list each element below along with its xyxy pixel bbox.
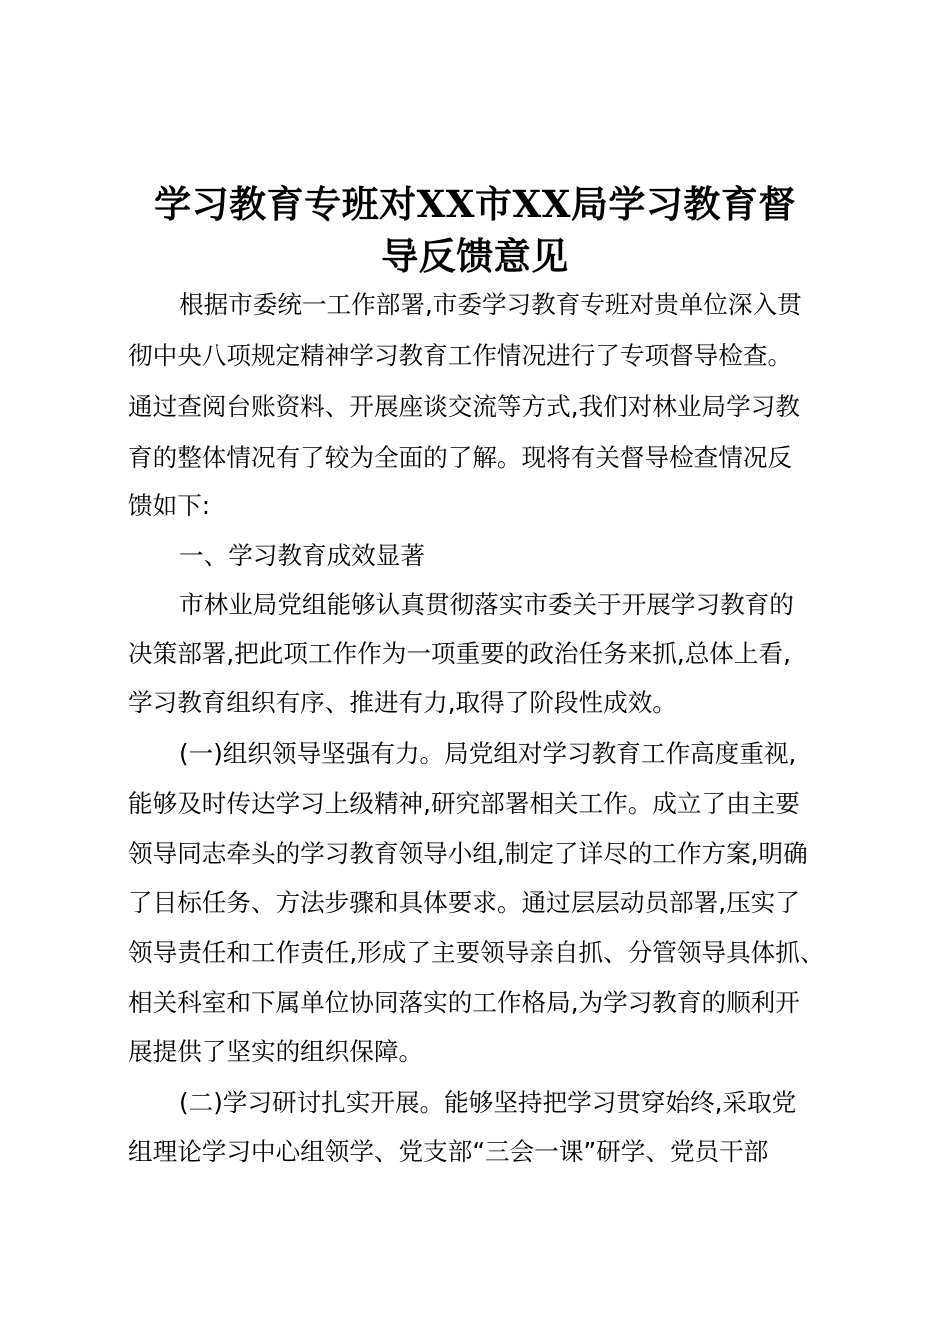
subsection-paragraph-line: (一)组织领导坚强有力。局党组对学习教育工作高度重视, — [179, 739, 797, 768]
section-paragraph-line: 学习教育组织有序、推进有力,取得了阶段性成效。 — [128, 688, 677, 717]
section-paragraph-line: 决策部署,把此项工作作为一项重要的政治任务来抓,总体上看, — [128, 639, 791, 668]
subsection-paragraph-line: 展提供了坚实的组织保障。 — [128, 1037, 424, 1066]
section-heading: 一、学习教育成效显著 — [179, 541, 425, 570]
section-paragraph-line: 市林业局党组能够认真贯彻落实市委关于开展学习教育的 — [179, 590, 794, 619]
intro-paragraph-line: 通过查阅台账资料、开展座谈交流等方式,我们对林业局学习教 — [128, 392, 800, 421]
subsection-paragraph-line: 组理论学习中心组领学、党支部“三会一课”研学、党员干部 — [128, 1137, 769, 1166]
intro-paragraph-line: 育的整体情况有了较为全面的了解。现将有关督导检查情况反 — [128, 443, 793, 472]
intro-paragraph-line: 根据市委统一工作部署,市委学习教育专班对贵单位深入贯 — [179, 290, 802, 319]
document-title-line-1: 学习教育专班对XX市XX局学习教育督 — [154, 182, 796, 226]
subsection-paragraph-line: 领导同志牵头的学习教育领导小组,制定了详尽的工作方案,明确 — [128, 839, 808, 868]
subsection-paragraph-line: (二)学习研讨扎实开展。能够坚持把学习贯穿始终,采取党 — [179, 1088, 797, 1117]
subsection-paragraph-line: 了目标任务、方法步骤和具体要求。通过层层动员部署,压实了 — [128, 888, 800, 917]
subsection-paragraph-line: 能够及时传达学习上级精神,研究部署相关工作。成立了由主要 — [128, 789, 800, 818]
subsection-paragraph-line: 相关科室和下属单位协同落实的工作格局,为学习教育的顺利开 — [128, 988, 800, 1017]
intro-paragraph-line: 馈如下: — [128, 491, 211, 520]
intro-paragraph-line: 彻中央八项规定精神学习教育工作情况进行了专项督导检查。 — [128, 341, 793, 370]
subsection-paragraph-line: 领导责任和工作责任,形成了主要领导亲自抓、分管领导具体抓、 — [128, 938, 825, 967]
document-title-line-2: 导反馈意见 — [381, 234, 569, 278]
